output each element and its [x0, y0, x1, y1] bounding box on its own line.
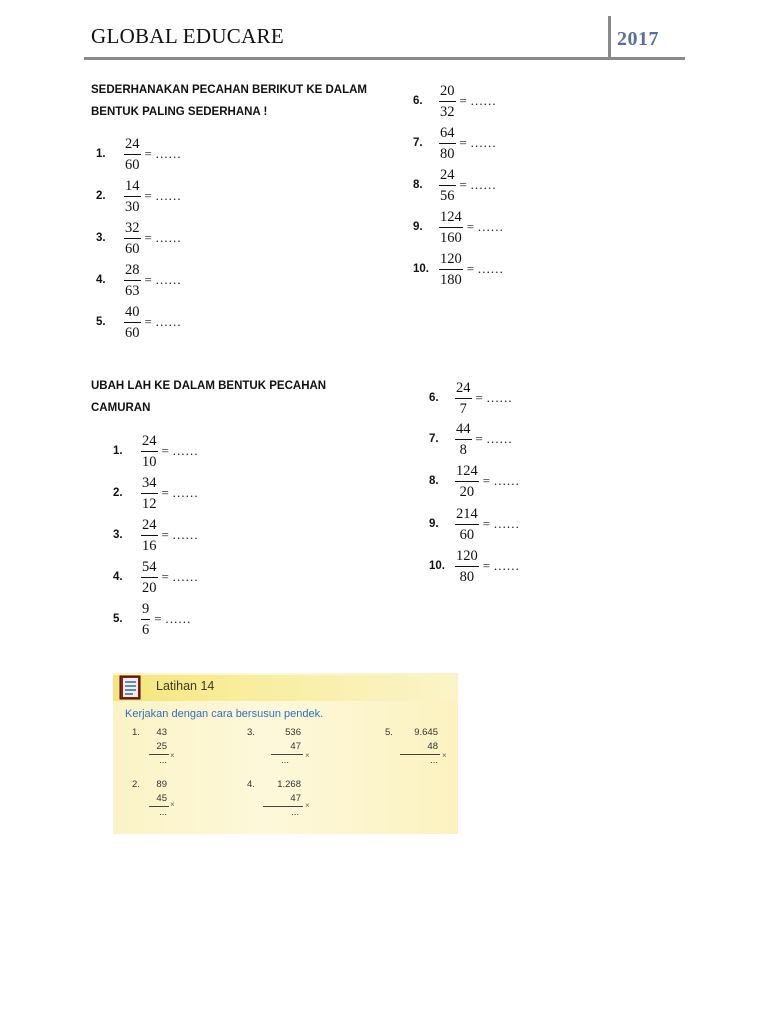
numerator: 124: [455, 462, 479, 482]
denominator: 60: [459, 526, 475, 543]
times-sign: ×: [305, 751, 310, 760]
answer-blank: = ……: [161, 527, 199, 542]
denominator: 56: [440, 187, 455, 204]
problem-result: ...: [291, 807, 299, 818]
numerator: 24: [455, 379, 472, 399]
denominator: 20: [459, 483, 475, 500]
problem-top-number: 43: [156, 727, 167, 738]
item-number: 8.: [429, 475, 439, 487]
section1-instruction: [91, 79, 367, 123]
item-number: 3.: [96, 232, 106, 244]
times-sign: ×: [305, 801, 310, 810]
item-number: 1.: [113, 445, 123, 457]
numerator: 14: [124, 177, 141, 197]
fraction-item: [96, 175, 181, 217]
latihan-instruction: Kerjakan dengan cara bersusun pendek.: [125, 708, 324, 720]
problem-number: 2.: [132, 779, 140, 790]
numerator: 24: [141, 432, 158, 452]
fraction: [455, 462, 479, 501]
section1-instruction-line2: BENTUK PALING SEDERHANA !: [91, 106, 268, 118]
fraction-item: [113, 598, 191, 640]
problem-number: 5.: [385, 727, 393, 738]
problem-result: ...: [281, 755, 289, 766]
item-number: 10.: [413, 263, 429, 275]
item-number: 9.: [413, 221, 423, 233]
denominator: 20: [142, 579, 157, 596]
denominator: 180: [440, 271, 462, 288]
times-sign: ×: [170, 751, 175, 760]
problem-top-number: 9.645: [414, 727, 438, 738]
problem-bottom-number: 47: [290, 741, 301, 752]
item-number: 5.: [96, 316, 106, 328]
fraction-item: [429, 377, 512, 419]
denominator: 80: [459, 568, 475, 585]
item-number: 3.: [113, 529, 123, 541]
numerator: 34: [141, 474, 158, 494]
answer-blank: = ……: [482, 516, 520, 531]
fraction: [124, 219, 141, 258]
numerator: 32: [124, 219, 141, 239]
fraction: [455, 547, 479, 586]
numerator: 24: [439, 166, 456, 186]
denominator: 63: [125, 282, 140, 299]
fraction-item: [413, 122, 496, 164]
header-rule: [84, 57, 685, 60]
times-sign: ×: [442, 751, 447, 760]
item-number: 7.: [413, 137, 423, 149]
denominator: 30: [125, 198, 140, 215]
denominator: 16: [142, 537, 157, 554]
answer-blank: = ……: [144, 272, 182, 287]
numerator: 9: [141, 600, 150, 620]
answer-blank: = ……: [161, 485, 199, 500]
fraction: [455, 379, 472, 418]
fraction-item: [413, 80, 496, 122]
problem-number: 3.: [247, 727, 255, 738]
denominator: 32: [440, 103, 455, 120]
fraction-item: [429, 503, 519, 545]
fraction: [124, 261, 141, 300]
problem-top-number: 89: [156, 779, 167, 790]
fraction: [141, 516, 158, 555]
fraction-item: [413, 248, 503, 290]
item-number: 2.: [96, 190, 106, 202]
item-number: 7.: [429, 433, 439, 445]
fraction: [455, 420, 472, 459]
item-number: 4.: [96, 274, 106, 286]
fraction: [439, 82, 456, 121]
page-title: GLOBAL EDUCARE: [91, 24, 284, 48]
answer-blank: = ……: [466, 219, 504, 234]
fraction: [439, 250, 463, 289]
problem-number: 1.: [132, 727, 140, 738]
problem-result: ...: [159, 807, 167, 818]
fraction-item: [413, 206, 503, 248]
numerator: 120: [455, 547, 479, 567]
book-icon: [117, 673, 143, 701]
fraction: [439, 166, 456, 205]
answer-blank: = ……: [475, 390, 513, 405]
answer-blank: = ……: [482, 558, 520, 573]
problem-bottom-number: 25: [156, 741, 167, 752]
answer-blank: = ……: [475, 431, 513, 446]
answer-blank: = ……: [161, 443, 199, 458]
header-year: 2017: [617, 28, 659, 50]
numerator: 40: [124, 303, 141, 323]
fraction-item: [413, 164, 496, 206]
answer-blank: = ……: [144, 188, 182, 203]
denominator: 80: [440, 145, 455, 162]
fraction: [439, 124, 456, 163]
denominator: 60: [125, 240, 140, 257]
section2-instruction: [91, 375, 326, 419]
fraction: [141, 600, 150, 639]
fraction: [124, 135, 141, 174]
numerator: 214: [455, 505, 479, 525]
fraction-item: [96, 301, 181, 343]
item-number: 6.: [429, 392, 439, 404]
item-number: 4.: [113, 571, 123, 583]
item-number: 10.: [429, 560, 445, 572]
fraction: [439, 208, 463, 247]
problem-result: ...: [159, 755, 167, 766]
latihan-exercise-box: [113, 673, 458, 834]
times-sign: ×: [170, 800, 175, 809]
fraction-item: [113, 430, 198, 472]
denominator: 10: [142, 453, 157, 470]
numerator: 120: [439, 250, 463, 270]
item-number: 9.: [429, 518, 439, 530]
denominator: 7: [459, 400, 467, 417]
answer-blank: = ……: [466, 261, 504, 276]
fraction-item: [113, 472, 198, 514]
denominator: 60: [125, 156, 140, 173]
denominator: 160: [440, 229, 462, 246]
answer-blank: = ……: [161, 569, 199, 584]
fraction-item: [113, 514, 198, 556]
fraction: [455, 505, 479, 544]
fraction-item: [429, 418, 512, 460]
numerator: 28: [124, 261, 141, 281]
item-number: 8.: [413, 179, 423, 191]
denominator: 6: [142, 621, 150, 638]
numerator: 20: [439, 82, 456, 102]
answer-blank: = ……: [482, 473, 520, 488]
answer-blank: = ……: [459, 135, 497, 150]
fraction-item: [96, 217, 181, 259]
problem-top-number: 536: [285, 727, 301, 738]
denominator: 8: [459, 441, 467, 458]
header-divider: [608, 16, 611, 60]
answer-blank: = ……: [459, 93, 497, 108]
section2-instruction-line1: UBAH LAH KE DALAM BENTUK PECAHAN: [91, 380, 327, 392]
numerator: 24: [141, 516, 158, 536]
fraction: [141, 432, 158, 471]
numerator: 44: [455, 420, 472, 440]
numerator: 24: [124, 135, 141, 155]
denominator: 60: [125, 324, 140, 341]
item-number: 6.: [413, 95, 423, 107]
fraction: [124, 303, 141, 342]
answer-blank: = ……: [144, 314, 182, 329]
section1-instruction-line1: SEDERHANAKAN PECAHAN BERIKUT KE DALAM: [91, 84, 368, 96]
problem-number: 4.: [247, 779, 255, 790]
fraction-item: [429, 460, 519, 502]
fraction-item: [113, 556, 198, 598]
item-number: 5.: [113, 613, 123, 625]
fraction-item: [96, 133, 181, 175]
fraction-item: [429, 545, 519, 587]
fraction: [141, 474, 158, 513]
item-number: 1.: [96, 148, 106, 160]
fraction: [124, 177, 141, 216]
section2-instruction-line2: CAMURAN: [91, 402, 151, 414]
fraction-item: [96, 259, 181, 301]
numerator: 64: [439, 124, 456, 144]
item-number: 2.: [113, 487, 123, 499]
problem-top-number: 1.268: [277, 779, 301, 790]
answer-blank: = ……: [154, 611, 191, 626]
latihan-title: Latihan 14: [156, 679, 215, 693]
numerator: 124: [439, 208, 463, 228]
numerator: 54: [141, 558, 158, 578]
denominator: 12: [142, 495, 157, 512]
problem-bottom-number: 45: [156, 793, 167, 804]
problem-result: ...: [430, 755, 438, 766]
answer-blank: = ……: [459, 177, 497, 192]
problem-bottom-number: 47: [290, 793, 301, 804]
answer-blank: = ……: [144, 146, 182, 161]
answer-blank: = ……: [144, 230, 182, 245]
fraction: [141, 558, 158, 597]
problem-bottom-number: 48: [427, 741, 438, 752]
